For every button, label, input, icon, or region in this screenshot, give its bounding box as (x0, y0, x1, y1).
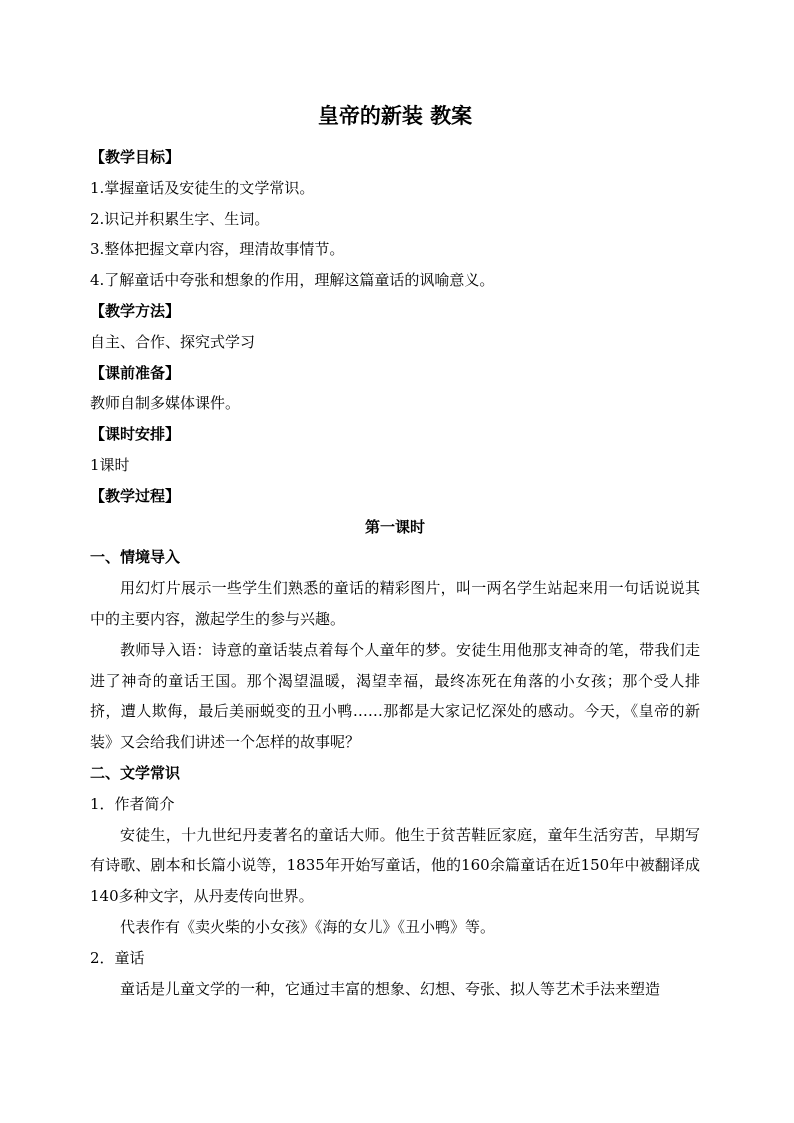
section1-paragraph: 用幻灯片展示一些学生们熟悉的童话的精彩图片，叫一两名学生站起来用一句话说说其中的主要内容，激起学生的参与兴趣。 (90, 579, 700, 628)
lesson-title: 第一课时 (364, 517, 425, 536)
author-paragraph: 安徒生，十九世纪丹麦著名的童话大师。他生于贫苦鞋匠家庭，童年生活穷苦，早期写有诗歌、剧本和长篇小说等，1835年开始写童话，他的160余篇童话在近150年中被翻译成140多种文字，从丹麦传向世界。 (90, 825, 700, 906)
prep-text: 教师自制多媒体课件。 (90, 394, 241, 413)
author-heading: 1．作者简介 (90, 794, 175, 813)
objective-item: 3.整体把握文章内容，理清故事情节。 (90, 240, 345, 259)
document-page (90, 100, 700, 1004)
process-heading: 【教学过程】 (90, 486, 181, 505)
section1-heading: 一、情境导入 (90, 548, 181, 567)
methods-heading: 【教学方法】 (90, 301, 181, 320)
methods-text: 自主、合作、探究式学习 (90, 332, 256, 351)
objectives-heading: 【教学目标】 (90, 148, 181, 166)
section2-heading: 二、文学常识 (90, 763, 181, 782)
section1-paragraph: 教师导入语：诗意的童话装点着每个人童年的梦。安徒生用他那支神奇的笔，带我们走进了神奇的童话王国。那个渴望温暖，渴望幸福，最终冻死在角落的小女孩；那个受人排挤，遭人欺侮，最后美丽蜕变的丑小鸭……那都是大家记忆深处的感动。今天，《皇帝的新装》又会给我们讲述一个怎样的故事呢？ (90, 640, 700, 752)
objective-item: 2.识记并积累生字、生词。 (90, 209, 270, 228)
document-title: 皇帝的新装 教案 (317, 103, 473, 128)
objective-item: 1.掌握童话及安徒生的文学常识。 (90, 178, 315, 197)
schedule-heading: 【课时安排】 (90, 425, 181, 444)
fairytale-paragraph: 童话是儿童文学的一种，它通过丰富的想象、幻想、夸张、拟人等艺术手法来塑造 (120, 979, 661, 998)
prep-heading: 【课前准备】 (90, 363, 181, 382)
works-paragraph: 代表作有《卖火柴的小女孩》《海的女儿》《丑小鸭》等。 (120, 917, 496, 936)
fairytale-heading: 2．童话 (90, 948, 145, 967)
schedule-text: 1课时 (90, 455, 130, 474)
objective-item: 4.了解童话中夸张和想象的作用，理解这篇童话的讽喻意义。 (90, 271, 495, 290)
